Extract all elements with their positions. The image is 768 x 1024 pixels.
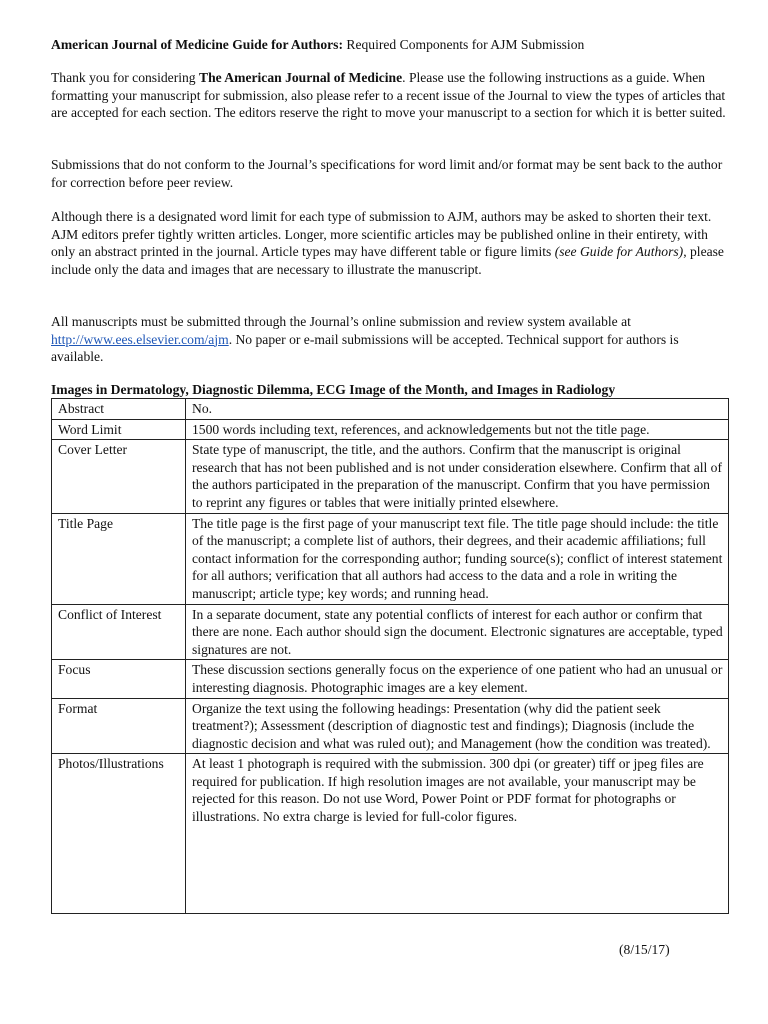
row-label: Format — [52, 698, 186, 754]
journal-name: The American Journal of Medicine — [199, 70, 403, 85]
row-value: These discussion sections generally focus on the experience of one patient who had an unusual or interesting diagnosis. Photographic images are a key element. — [186, 660, 729, 698]
row-value: The title page is the first page of your manuscript text file. The title page should include: the title of the manuscript; a complete list of authors, their degrees, and their academic affiliations; full contact information for the corresponding author; funding source(s); conflict of interest statement for all authors; verification that all authors had access to the data and a role in writing the manuscript; article type; key words; and running head. — [186, 513, 729, 604]
row-value: State type of manuscript, the title, and the authors. Confirm that the manuscript is original research that has not been published and is not under consideration elsewhere. Confirm that all of the authors participated in the preparation of the manuscript. Confirm that you have permission to reprint any figures or tables that were initially printed elsewhere. — [186, 440, 729, 513]
row-label: Cover Letter — [52, 440, 186, 513]
row-label: Focus — [52, 660, 186, 698]
intro-lead: Thank you for considering — [51, 70, 199, 85]
row-value: 1500 words including text, references, and acknowledgements but not the title page. — [186, 419, 729, 440]
intro-paragraph — [51, 69, 731, 122]
row-label: Title Page — [52, 513, 186, 604]
table-row — [52, 698, 729, 754]
table-row — [52, 754, 729, 914]
row-label: Photos/Illustrations — [52, 754, 186, 914]
row-value: In a separate document, state any potential conflicts of interest for each author or confirm that there are none. Each author should sign the document. Electronic signatures are acceptable, typed signatures are not. — [186, 604, 729, 660]
table-row — [52, 440, 729, 513]
submission-paragraph — [51, 313, 731, 366]
table-row — [52, 419, 729, 440]
conformity-paragraph: Submissions that do not conform to the Journal’s specifications for word limit and/or format may be sent back to the author for correction before peer review. — [51, 157, 723, 190]
submission-lead: All manuscripts must be submitted through the Journal’s online submission and review system available at — [51, 314, 631, 329]
requirements-table — [51, 398, 729, 914]
row-label: Conflict of Interest — [52, 604, 186, 660]
intro-rest: . Please use the following instructions as a guide. When formatting your manuscript for submission, also please refer to a recent issue of the Journal to view the types of articles that are accepted for each section. The editors reserve the right to move your manuscript to a section for which it is better suited. — [51, 70, 726, 121]
document-date: (8/15/17) — [619, 942, 670, 957]
guide-reference: (see Guide for Authors) — [554, 244, 684, 260]
row-value: Organize the text using the following headings: Presentation (why did the patient seek treatment?); Assessment (description of diagnostic test and findings); Diagnosis (include the diagnostic decision and what was ruled out); and Management (how the condition was treated). — [186, 698, 729, 754]
heading-journal-guide: American Journal of Medicine Guide for Authors: — [51, 37, 343, 52]
word-limit-paragraph — [51, 208, 731, 278]
table-row — [52, 604, 729, 660]
table-title: Images in Dermatology, Diagnostic Dilemma, ECG Image of the Month, and Images in Radiology — [51, 382, 616, 397]
submission-system-link[interactable]: http://www.ees.elsevier.com/ajm — [51, 331, 229, 347]
table-row — [52, 660, 729, 698]
word-limit-lead: Although there is a designated word limit for each type of submission to AJM, authors may be asked to shorten their text. AJM editors prefer tightly written articles. Longer, more scientific articles may be published online in their entirety, with only an abstract printed in the journal. Article types may have different table or figure limits — [51, 209, 712, 260]
row-label: Abstract — [52, 399, 186, 420]
submission-rest: . No paper or e-mail submissions will be accepted. Technical support for authors is available. — [51, 331, 679, 365]
heading-subtitle: Required Components for AJM Submission — [343, 37, 585, 52]
table-row — [52, 513, 729, 604]
row-value: At least 1 photograph is required with the submission. 300 dpi (or greater) tiff or jpeg files are required for publication. If high resolution images are not available, your manuscript may be rejected for this reason. Do not use Word, Power Point or PDF format for photographs or illustrations. No extra charge is levied for full-color figures. — [186, 754, 729, 914]
document-heading — [51, 36, 584, 53]
word-limit-rest: , please include only the data and images that are necessary to illustrate the manuscript. — [51, 244, 724, 277]
row-value: No. — [186, 399, 729, 420]
row-label: Word Limit — [52, 419, 186, 440]
table-row — [52, 399, 729, 420]
